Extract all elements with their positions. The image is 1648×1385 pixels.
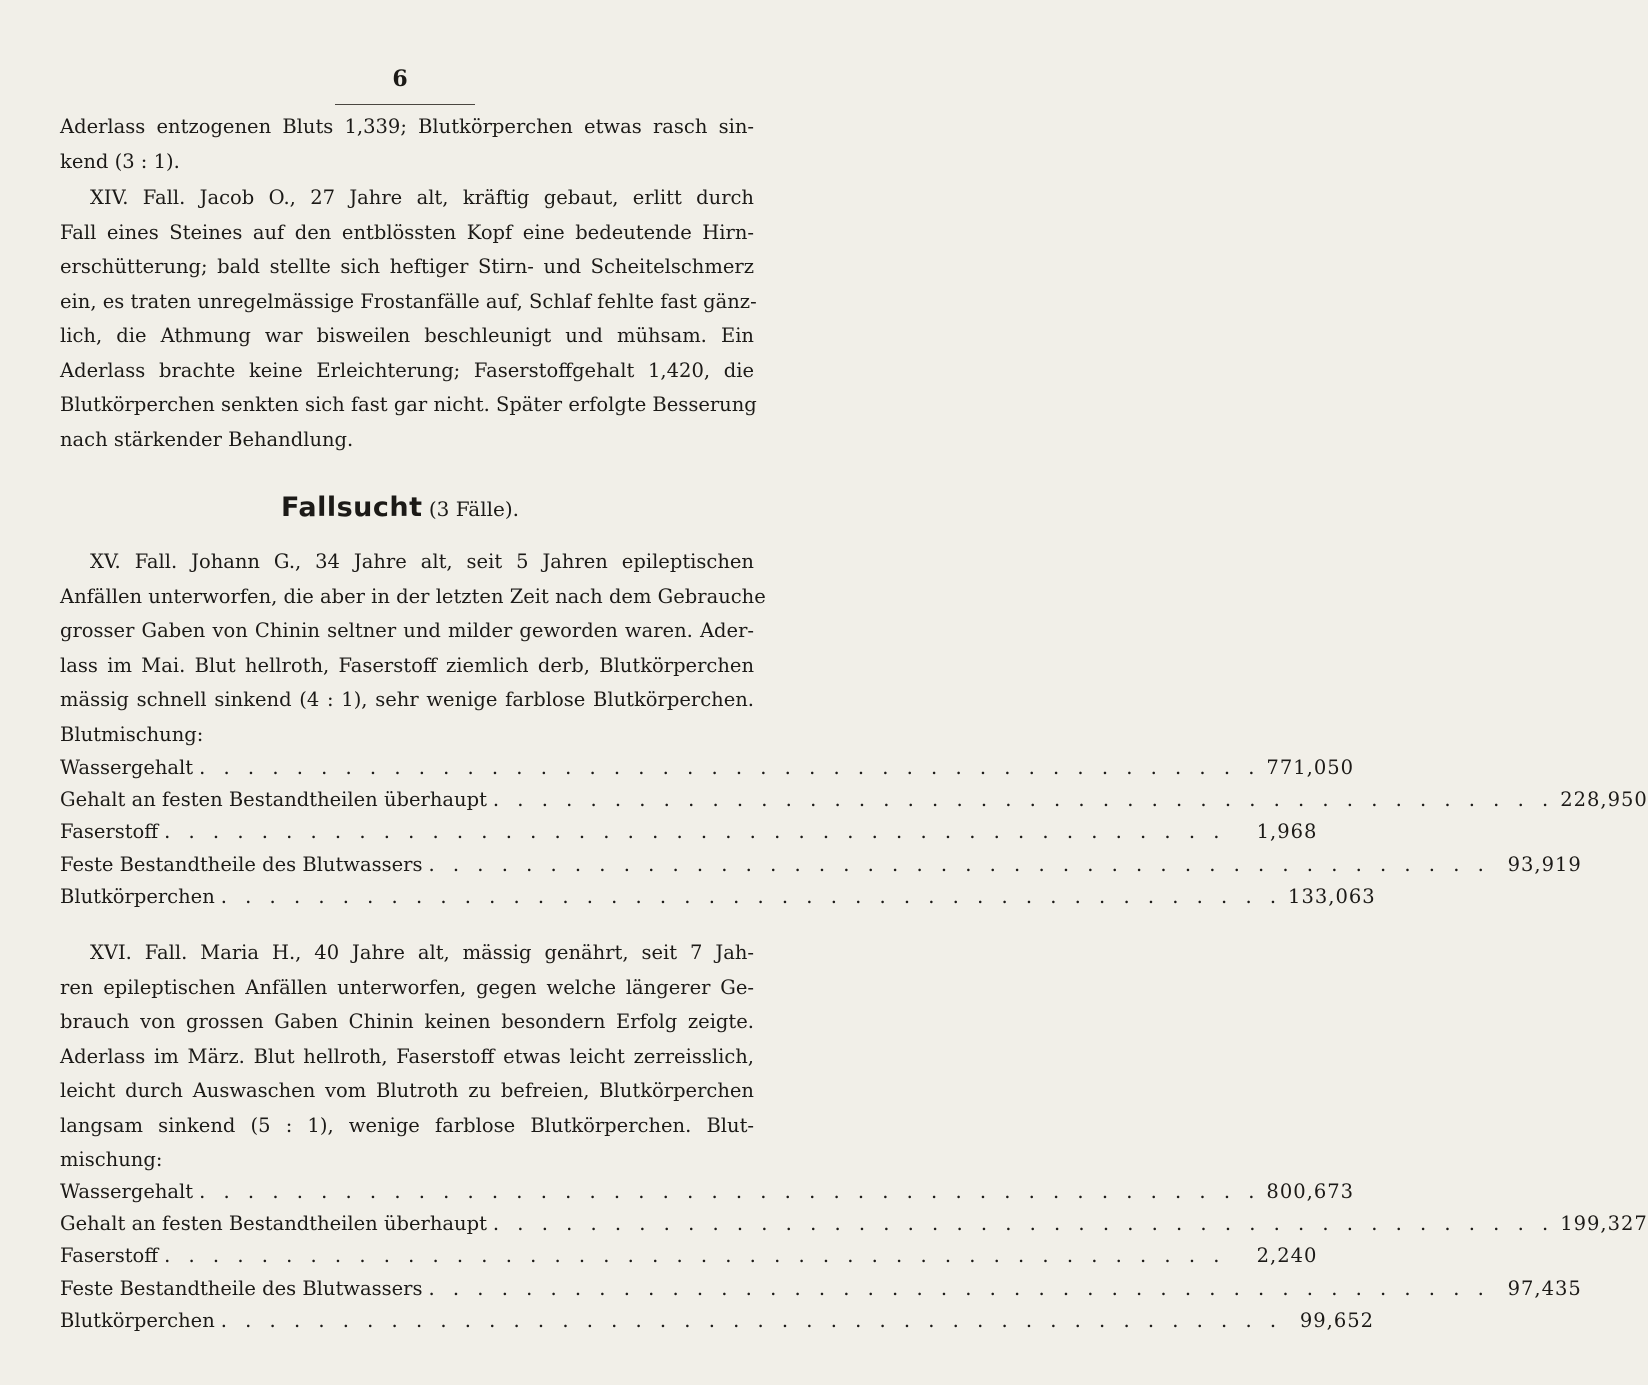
text-line: ein, es traten unregelmässige Frostanfälle auf, Schlaf fehlte fast gänz- [60, 289, 757, 313]
text-line: Aderlass entzogenen Bluts 1,339; Blutkörperchen etwas rasch sin- [60, 115, 754, 138]
table-row [60, 756, 1355, 788]
leader-dots: . . . . . . . . . . . . . . . . . . . . . . . . . . . . . . . . . . . . . . . . . . . . [199, 756, 1261, 779]
table-row [60, 1244, 1318, 1276]
leader-dots: . . . . . . . . . . . . . . . . . . . . . . . . . . . . . . . . . . . . . . . . . . . . [220, 884, 1283, 908]
text-line: erschütterung; bald stellte sich heftiger Stirn- und Scheitelschmerz [60, 255, 754, 278]
row-label: Gehalt an festen Bestandtheilen überhaupt [60, 788, 487, 812]
leader-dots: . . . . . . . . . . . . . . . . . . . . . . . . . . . . . . . . . . . . . . . . . . . . [164, 820, 1226, 844]
text-line: XV. Fall. Johann G., 34 Jahre alt, seit 5 Jahren epileptischen [90, 550, 754, 573]
table-row [60, 852, 1582, 885]
row-value: 97,435 [1507, 1276, 1582, 1300]
text-line: grosser Gaben von Chinin seltner und milder geworden waren. Ader- [60, 619, 754, 642]
table-row [60, 884, 1376, 917]
row-value: 800,673 [1266, 1180, 1355, 1203]
table-row [60, 1276, 1582, 1309]
leader-dots: . . . . . . . . . . . . . . . . . . . . . . . . . . . . . . . . . . . . . . . . . . . . [428, 1276, 1490, 1300]
leader-dots: . . . . . . . . . . . . . . . . . . . . . . . . . . . . . . . . . . . . . . . . . . . . [492, 788, 1555, 812]
row-value: 1,968 [1256, 820, 1318, 844]
paragraph-case-16 [60, 936, 754, 1178]
row-label: Wassergehalt [60, 1180, 194, 1203]
row-value: 99,652 [1299, 1308, 1375, 1332]
text-line: kend (3 : 1). [60, 149, 180, 173]
leader-dots: . . . . . . . . . . . . . . . . . . . . . . . . . . . . . . . . . . . . . . . . . . . . [220, 1308, 1283, 1332]
row-label: Wassergehalt [60, 756, 194, 779]
leader-dots: . . . . . . . . . . . . . . . . . . . . . . . . . . . . . . . . . . . . . . . . . . . . [428, 852, 1490, 876]
text-line: Blutkörperchen senkten sich fast gar nicht. Später erfolgte Besserung [60, 393, 757, 416]
row-value: 2,240 [1256, 1244, 1318, 1268]
table-row [60, 1212, 1648, 1244]
paragraph-continuation [60, 110, 754, 179]
text-line: lich, die Athmung war bisweilen beschleunigt und mühsam. Ein [60, 324, 754, 347]
text-line: ren epileptischen Anfällen unterworfen, gegen welche längerer Ge- [60, 975, 754, 999]
blood-composition-table-1 [60, 756, 1648, 917]
section-title: Fallsucht [280, 492, 423, 523]
text-line: leicht durch Auswaschen vom Blutroth zu befreien, Blutkörperchen [60, 1079, 754, 1102]
page-number-rule [335, 104, 475, 105]
text-line: XIV. Fall. Jacob O., 27 Jahre alt, kräftig gebaut, erlitt durch [90, 186, 754, 209]
text-line: Fall eines Steines auf den entblössten Kopf eine bedeutende Hirn- [60, 220, 754, 244]
row-value: 771,050 [1266, 756, 1355, 779]
text-line: brauch von grossen Gaben Chinin keinen besondern Erfolg zeigte. [60, 1010, 754, 1033]
page-number: 6 [392, 66, 408, 92]
section-subtitle: (3 Fälle). [428, 497, 519, 521]
row-label: Faserstoff [60, 1244, 159, 1268]
row-label: Feste Bestandtheile des Blutwassers [60, 1276, 423, 1300]
text-line: Blutmischung: [60, 722, 204, 746]
blood-composition-table-2 [60, 1180, 1648, 1341]
paragraph-case-15 [60, 545, 766, 752]
row-value: 93,919 [1507, 852, 1582, 876]
row-label: Blutkörperchen [60, 1308, 215, 1332]
text-line: nach stärkender Behandlung. [60, 427, 354, 451]
paragraph-case-14 [60, 181, 757, 457]
table-row [60, 788, 1648, 820]
text-line: Aderlass im März. Blut hellroth, Faserstoff etwas leicht zerreisslich, [60, 1044, 754, 1068]
section-heading [0, 492, 800, 523]
leader-dots: . . . . . . . . . . . . . . . . . . . . . . . . . . . . . . . . . . . . . . . . . . . . [164, 1244, 1226, 1268]
row-value: 199,327 [1560, 1212, 1648, 1236]
text-line: mässig schnell sinkend (4 : 1), sehr wenige farblose Blutkörperchen. [60, 688, 754, 711]
text-line: Aderlass brachte keine Erleichterung; Faserstoffgehalt 1,420, die [60, 358, 754, 382]
leader-dots: . . . . . . . . . . . . . . . . . . . . . . . . . . . . . . . . . . . . . . . . . . . . [199, 1180, 1261, 1203]
leader-dots: . . . . . . . . . . . . . . . . . . . . . . . . . . . . . . . . . . . . . . . . . . . . [492, 1212, 1555, 1236]
table-row [60, 820, 1318, 852]
text-line: langsam sinkend (5 : 1), wenige farblose Blutkörperchen. Blut- [60, 1113, 754, 1137]
text-line: lass im Mai. Blut hellroth, Faserstoff ziemlich derb, Blutkörperchen [60, 653, 754, 677]
row-label: Blutkörperchen [60, 884, 215, 908]
row-value: 228,950 [1560, 788, 1648, 812]
table-row [60, 1180, 1355, 1212]
table-row [60, 1308, 1375, 1341]
row-label: Gehalt an festen Bestandtheilen überhaupt [60, 1212, 487, 1236]
text-line: XVI. Fall. Maria H., 40 Jahre alt, mässig genährt, seit 7 Jah- [90, 941, 754, 964]
row-label: Faserstoff [60, 820, 159, 844]
text-line: mischung: [60, 1148, 163, 1171]
text-line: Anfällen unterworfen, die aber in der letzten Zeit nach dem Gebrauche [60, 584, 766, 608]
row-value: 133,063 [1288, 884, 1376, 908]
row-label: Feste Bestandtheile des Blutwassers [60, 852, 423, 876]
